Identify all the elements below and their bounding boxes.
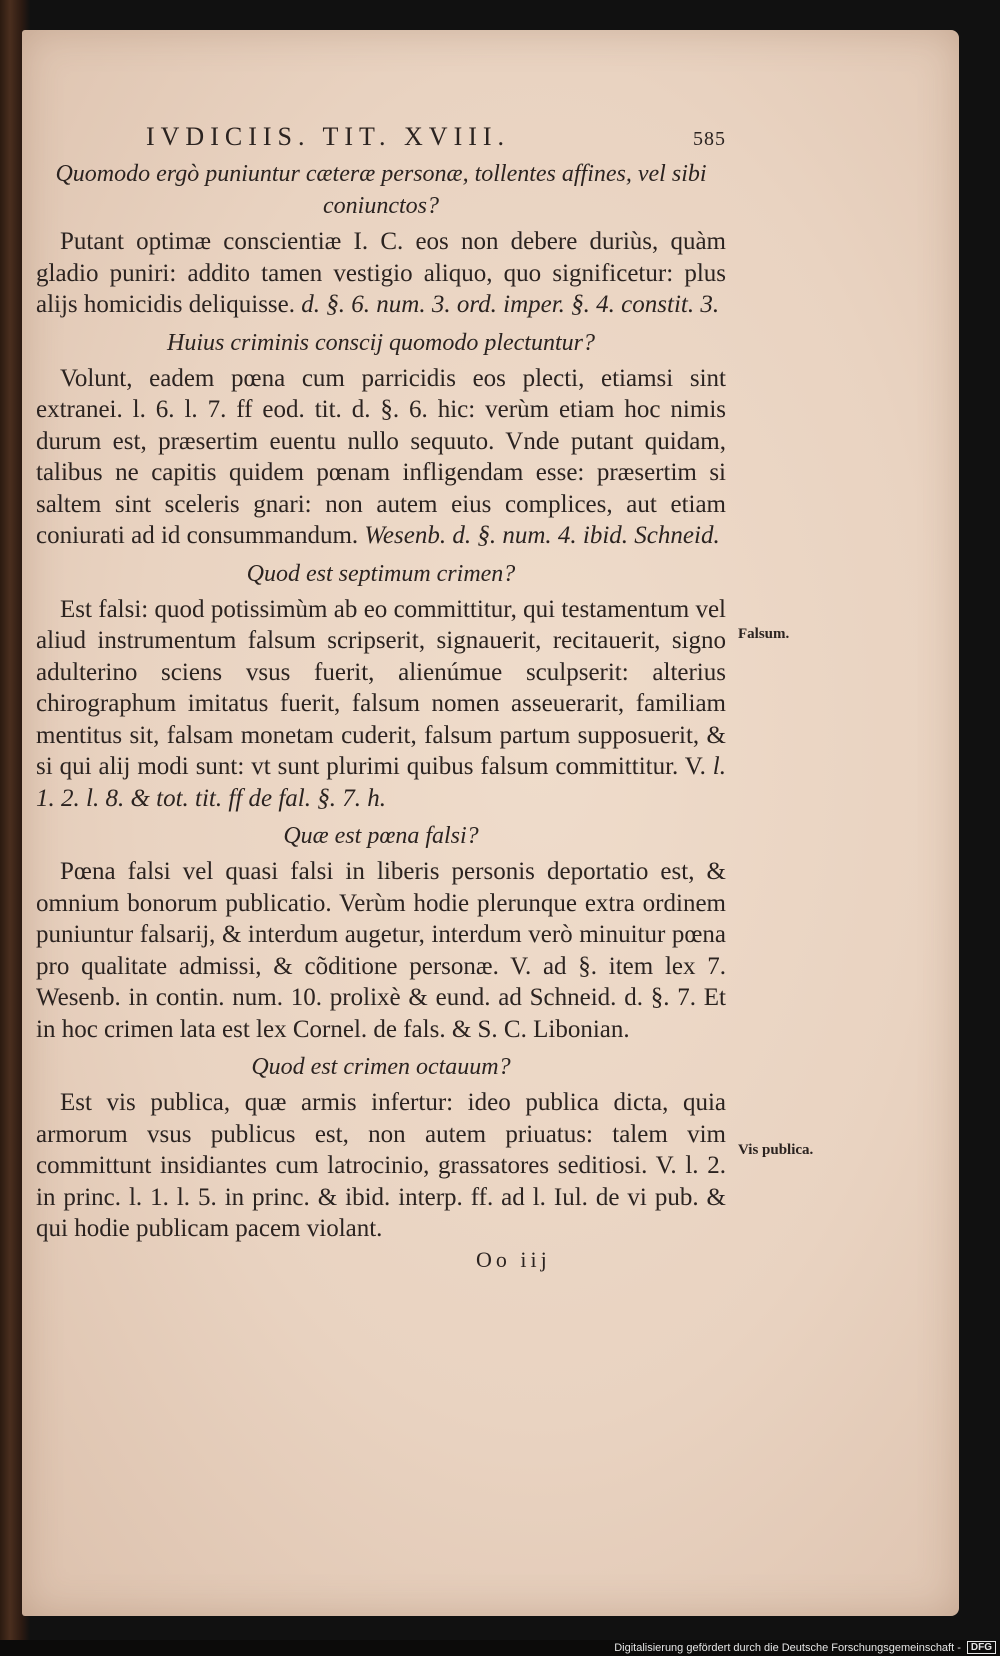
book-page [22, 30, 959, 1616]
signature-mark: Oo iij [476, 1246, 551, 1272]
running-head [36, 122, 726, 152]
running-title: IVDICIIS. TIT. XVIII. [146, 122, 511, 151]
citation: d. §. 6. num. 3. ord. imper. §. 4. constit. 3. [301, 291, 720, 318]
section-question: Quod est crimen octauum? [251, 1054, 511, 1080]
section-body: Est falsi: quod potissimùm ab eo committitur, qui testamentum vel aliud instrumentum falsum scripserit, signauerit, recitauerit, signo adulterino sciens vsus fuerit, alienúmue sculpserit: alterius chirographum imitatus fuerit, falsum nomen asseuerarit, familiam mentitus sit, falsam monetam cuderit, falsum partum supposuerit, & si qui alij modi sunt: vt sunt plurimi quibus falsum committitur. V. l. 1. 2. l. 8. & tot. tit. ff de fal. §. 7. h. [36, 595, 726, 812]
citation: Wesenb. d. §. num. 4. ibid. Schneid. [364, 522, 720, 549]
marginal-note-falsum: Falsum. [738, 626, 790, 642]
section-question: Huius criminis conscij quomodo plectuntur? [167, 329, 595, 356]
section-body: Pœna falsi vel quasi falsi in liberis personis deportatio est, & omnium bonorum publicatio. Verùm hodie plerunque extra ordinem puniuntur falsarij, & interdum augetur, interdum verò minuitur pœna pro qualitate admissi, & cõditione personæ. V. ad §. item lex 7. Wesenb. in contin. num. 10. prolixè & eund. ad Schneid. d. §. 7. Et in hoc crimen lata est lex Cornel. de fals. & S. C. Libonian. [36, 858, 726, 1043]
section-question: Quod est septimum crimen? [246, 560, 516, 587]
marginal-note-vis-publica: Vis publica. [738, 1142, 814, 1158]
page-number: 585 [693, 128, 726, 150]
section-body: Est vis publica, quæ armis infertur: ideo publica dicta, quia armorum vsus publicus est, non autem priuatus: talem vim committunt insidiantes cum latrocinio, grassatores seditiosi. V. l. 2. in princ. l. 1. l. 5. in princ. & ibid. interp. ff. ad l. Iul. de vi pub. & qui hodie publicam pacem violant. [36, 1089, 726, 1242]
section-body: Putant optimæ conscientiæ I. C. eos non debere duriùs, quàm gladio puniri: addito tamen vestigio aliquo, quo significetur: plus alijs homicidis deliquisse. d. §. 6. num. 3. ord. imper. §. 4. constit. 3. [36, 228, 726, 318]
dfg-logo: DFG [967, 1641, 996, 1654]
section-body: Volunt, eadem pœna cum parricidis eos plecti, etiamsi sint extranei. l. 6. l. 7. ff eod. tit. d. §. 6. hic: verùm etiam hoc nimis durum est, præsertim euentu nullo sequuto. Vnde putant quidam, talibus ne capitis quidem pœnam infligendam esse: præsertim si saltem sint sceleris gnari: non autem eius complices, aut etiam coniurati ad id consummandum. Wesenb. d. §. num. 4. ibid. Schneid. [36, 364, 726, 549]
section-question: Quomodo ergò puniuntur cæteræ personæ, tollentes affines, vel sibi coniunctos? [55, 161, 707, 219]
credit-text: Digitalisierung gefördert durch die Deutsche Forschungsgemeinschaft - [614, 1641, 961, 1654]
text-block [36, 92, 726, 1273]
digitization-credit [614, 1641, 996, 1654]
citation: l. 1. 2. l. 8. & tot. tit. ff de fal. §. 7. h. [36, 753, 726, 812]
section-question: Quæ est pœna falsi? [283, 823, 479, 849]
